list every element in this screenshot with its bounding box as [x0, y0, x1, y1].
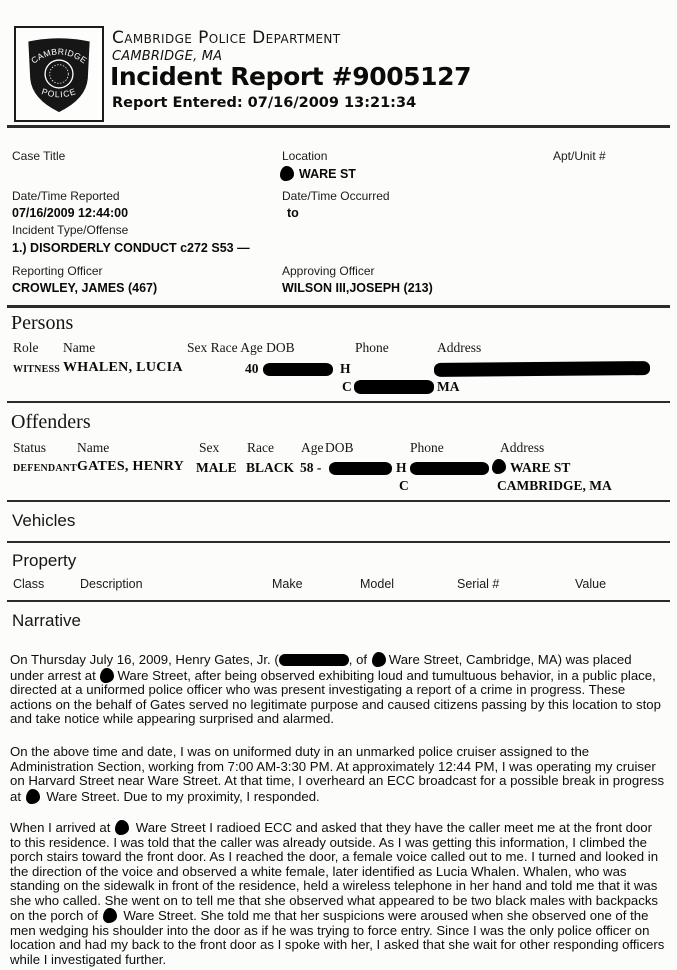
location-label: Location	[282, 149, 328, 163]
offender-address-city: CAMBRIDGE, MA	[497, 478, 612, 493]
redaction-bar	[410, 462, 489, 475]
divider	[7, 401, 670, 403]
property-col-description: Description	[80, 577, 143, 591]
redaction-bar	[354, 380, 434, 394]
badge-arc-text: CAMBRIDGE	[29, 46, 89, 66]
person-row-age: 40	[245, 361, 259, 376]
date-occurred-value: to	[287, 206, 299, 220]
persons-heading: Persons	[11, 312, 74, 334]
badge-shield-icon	[20, 32, 98, 116]
narrative-paragraph-3: When I arrived at Ware Street I radioed ECC and asked that they have the caller meet me at the front door to this residence. I was told that the caller was already outside. As I was getting this information, I climbed the porch stairs toward the front door. As I reached the door, a female voice called out to me. I turned and looked in the direction of the voice and observed a white female, later identified as Lucia Whalen. Whalen, who was standing on the sidewalk in front of the residence, held a wireless telephone in her hand and told me that it was she who called. She went on to tell me that she observed what appeared to be two black males with backpacks on the porch of Ware Street. She told me that her suspicions were aroused when she observed one of the men wedging his shoulder into the door as if he was trying to force entry. Since I was the only police officer on location and had my back to the front door as I spoke with her, I asked that she wait for other responding officers while I investigated further.	[10, 820, 665, 967]
property-col-serial: Serial #	[457, 577, 500, 591]
offenders-col-race: Race	[247, 440, 274, 455]
redaction-mark	[115, 820, 129, 835]
property-heading: Property	[12, 551, 77, 570]
offender-row-name: GATES, HENRY	[77, 459, 185, 474]
redaction-bar	[263, 363, 333, 376]
person-row-role: WITNESS	[13, 364, 60, 375]
incident-type-value: 1.) DISORDERLY CONDUCT c272 S53 —	[12, 241, 250, 255]
redaction-mark	[103, 908, 117, 923]
offender-row-race: BLACK	[246, 460, 295, 475]
reporting-officer-value: CROWLEY, JAMES (467)	[12, 281, 158, 295]
person-phone-c-label: C	[342, 379, 352, 394]
narrative-paragraph-1: On Thursday July 16, 2009, Henry Gates, Jr. ( , of Ware Street, Cambridge, MA) was placed under arrest at Ware Street, after being observed exhibiting loud and tumultuous behavior, in a public place, directed at a uniformed police officer who was present investigating a report of a crime in progress. These actions on the behalf of Gates served no legitimate purpose and caused citizens passing by this location to stop and take notice while appearing surprised and alarmed.	[10, 652, 661, 726]
offenders-col-dob: DOB	[325, 440, 354, 455]
incident-type-label: Incident Type/Offense	[12, 223, 129, 237]
redaction-mark	[492, 459, 506, 474]
approving-officer-label: Approving Officer	[282, 264, 375, 278]
offenders-col-address: Address	[500, 440, 545, 455]
redaction-mark	[280, 166, 294, 181]
date-reported-value: 07/16/2009 12:44:00	[12, 206, 129, 220]
approving-officer-value: WILSON III,JOSEPH (213)	[282, 281, 433, 295]
department-name: Cambridge Police Department	[112, 28, 341, 48]
narrative-paragraph-2: On the above time and date, I was on uniformed duty in an unmarked police cruiser assigned to the Administration Section, working from 7:00 AM-3:30 PM. At approximately 12:44 PM, I was operating my cruiser on Harvard Street near Ware Street. At that time, I overheard an ECC broadcast for a possible break in progress at Ware Street. Due to my proximity, I responded.	[10, 744, 665, 804]
offender-phone-h-label: H	[396, 460, 407, 475]
persons-col-role: Role	[13, 340, 39, 355]
narrative-heading: Narrative	[12, 611, 81, 630]
redaction-mark	[372, 652, 386, 667]
property-col-make: Make	[272, 577, 303, 591]
offenders-col-sex: Sex	[199, 440, 220, 455]
redaction-mark	[26, 789, 40, 804]
department-city: CAMBRIDGE, MA	[112, 49, 223, 64]
date-occurred-label: Date/Time Occurred	[282, 189, 390, 203]
case-title-label: Case Title	[12, 149, 66, 163]
persons-col-name: Name	[63, 340, 96, 355]
offenders-heading: Offenders	[11, 411, 91, 433]
divider	[7, 305, 670, 308]
offender-phone-c-label: C	[399, 478, 409, 493]
offenders-col-status: Status	[13, 440, 47, 455]
apt-unit-label: Apt/Unit #	[553, 149, 606, 163]
property-col-class: Class	[13, 577, 45, 591]
vehicles-heading: Vehicles	[12, 511, 76, 530]
badge-bottom-text: POLICE	[40, 86, 78, 100]
property-col-value: Value	[575, 577, 607, 591]
police-badge	[14, 26, 104, 122]
persons-col-address: Address	[437, 340, 482, 355]
redaction-mark	[100, 668, 114, 683]
divider	[7, 125, 670, 128]
divider	[7, 500, 670, 502]
redaction-bar	[434, 361, 650, 377]
offenders-col-phone: Phone	[410, 440, 444, 455]
persons-col-phone: Phone	[355, 340, 389, 355]
persons-col-sex-race-age-dob: Sex Race Age DOB	[187, 340, 295, 355]
date-reported-label: Date/Time Reported	[12, 189, 120, 203]
offender-row-sex: MALE	[196, 460, 237, 475]
redaction-bar	[329, 462, 392, 475]
offenders-col-age: Age	[301, 440, 324, 455]
redaction-mark	[279, 654, 349, 666]
offenders-col-name: Name	[77, 440, 110, 455]
offender-address-street: WARE ST	[510, 460, 571, 475]
offender-row-age: 58 -	[300, 460, 322, 475]
location-value: WARE ST	[299, 167, 356, 181]
person-address-state: MA	[437, 379, 460, 394]
report-entered-timestamp: Report Entered: 07/16/2009 13:21:34	[112, 95, 417, 111]
person-phone-h-label: H	[340, 361, 351, 376]
divider	[7, 600, 670, 602]
reporting-officer-label: Reporting Officer	[12, 264, 103, 278]
offender-row-status: DEFENDANT	[13, 463, 78, 474]
person-row-name: WHALEN, LUCIA	[63, 360, 183, 375]
property-col-model: Model	[360, 577, 395, 591]
divider	[7, 541, 670, 543]
report-title: Incident Report #9005127	[110, 62, 472, 91]
